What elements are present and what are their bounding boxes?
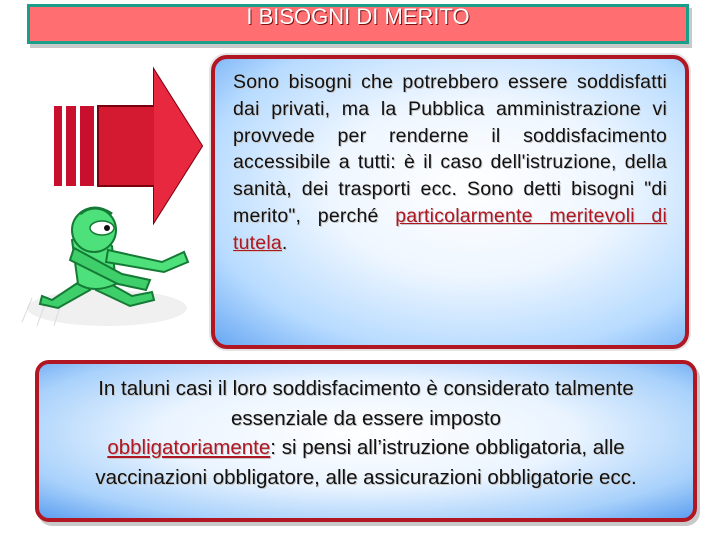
example-intro: In taluni casi il loro soddisfacimento è considerato talmente essenziale da essere imposto: [98, 377, 634, 430]
definition-end: .: [281, 231, 288, 254]
example-rest: : si pensi all’istruzione obbligatoria, alle vaccinazioni obbligatore, alle assicurazioni obbligatorie ecc.: [95, 436, 637, 489]
example-box: [35, 360, 697, 522]
page-title: I BISOGNI DI MERITO: [246, 4, 470, 29]
definition-text: [233, 69, 667, 257]
definition-main: Sono bisogni che potrebbero essere soddisfatti dai privati, ma la Pubblica amministrazione vi provvede per renderne il soddisfacimento accessibile a tutti: è il caso dell'istruzione, della sanità, dei trasporti ecc. Sono detti bisogni "di merito", perché: [233, 71, 667, 227]
example-highlight: obbligatoriamente: [107, 436, 271, 459]
definition-highlight: particolarmente meritevoli di tutela: [233, 204, 667, 254]
title-bar: [27, 4, 689, 44]
running-doctor-icon: [12, 200, 202, 330]
example-text: [53, 374, 679, 492]
definition-box: [211, 55, 689, 349]
